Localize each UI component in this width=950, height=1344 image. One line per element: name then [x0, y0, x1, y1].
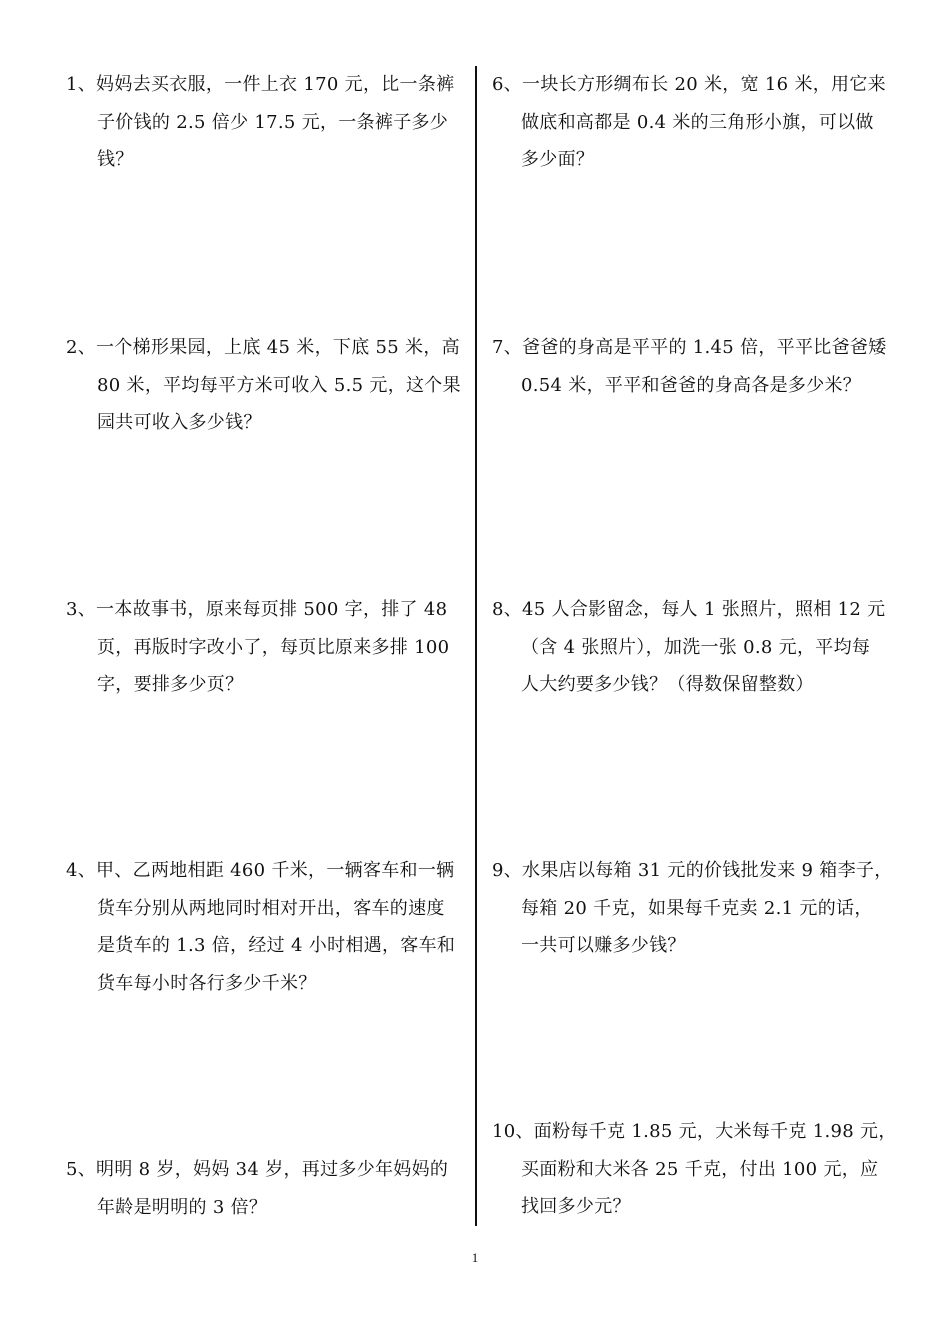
problem-10	[492, 1113, 897, 1226]
problem-3-continuation: 页，再版时字改小了，每页比原来多排 100 字，要排多少页？	[97, 636, 450, 695]
problem-10-continuation: 买面粉和大米各 25 千克，付出 100 元，应找回多少元？	[521, 1158, 879, 1217]
problem-4-line-1: 4、甲、乙两地相距 460 千米，一辆客车和一辆	[66, 860, 455, 881]
problem-5-line-1: 5、明明 8 岁，妈妈 34 岁，再过多少年妈妈的	[66, 1159, 449, 1180]
problem-1	[66, 66, 461, 179]
problem-2-line-1: 2、一个梯形果园，上底 45 米，下底 55 米，高	[66, 337, 460, 358]
problem-3	[66, 591, 461, 704]
page-number: 1	[471, 1250, 479, 1265]
problem-4-continuation: 货车分别从两地同时相对开出，客车的速度是货车的 1.3 倍，经过 4 小时相遇，客车和货车每小时各行多少千米？	[97, 897, 456, 994]
problem-6	[492, 66, 888, 179]
problem-5-continuation: 年龄是明明的 3 倍？	[97, 1196, 268, 1218]
problem-2-continuation: 80 米，平均每平方米可收入 5.5 元，这个果园共可收入多少钱？	[97, 374, 461, 433]
problem-9-line-1: 9、水果店以每箱 31 元的价钱批发来 9 箱李子，	[492, 860, 893, 881]
problem-8-line-1: 8、45 人合影留念，每人 1 张照片，照相 12 元	[492, 599, 886, 620]
problem-5	[66, 1151, 461, 1226]
problem-1-line-1: 1、妈妈去买衣服，一件上衣 170 元，比一条裤	[66, 74, 455, 95]
problem-1-continuation: 子价钱的 2.5 倍少 17.5 元，一条裤子多少钱？	[97, 111, 449, 170]
problem-3-line-1: 3、一本故事书，原来每页排 500 字，排了 48	[66, 599, 448, 620]
problem-7	[492, 329, 888, 404]
problem-4	[66, 852, 461, 1002]
problem-10-line-1: 10、面粉每千克 1.85 元，大米每千克 1.98 元，	[492, 1121, 897, 1142]
problem-2	[66, 329, 461, 442]
problem-8-continuation: （含 4 张照片），加洗一张 0.8 元，平均每人大约要多少钱？（得数保留整数）	[521, 636, 871, 695]
problem-7-line-1: 7、爸爸的身高是平平的 1.45 倍，平平比爸爸矮	[492, 337, 887, 358]
problem-7-continuation: 0.54 米，平平和爸爸的身高各是多少米？	[521, 374, 862, 396]
problem-8	[492, 591, 888, 704]
problem-9-continuation: 每箱 20 千克，如果每千克卖 2.1 元的话，一共可以赚多少钱？	[521, 897, 873, 956]
problem-9	[492, 852, 893, 965]
problem-6-line-1: 6、一块长方形绸布长 20 米，宽 16 米，用它来	[492, 74, 886, 95]
column-divider	[475, 66, 477, 1226]
problem-6-continuation: 做底和高都是 0.4 米的三角形小旗，可以做多少面？	[521, 111, 874, 170]
